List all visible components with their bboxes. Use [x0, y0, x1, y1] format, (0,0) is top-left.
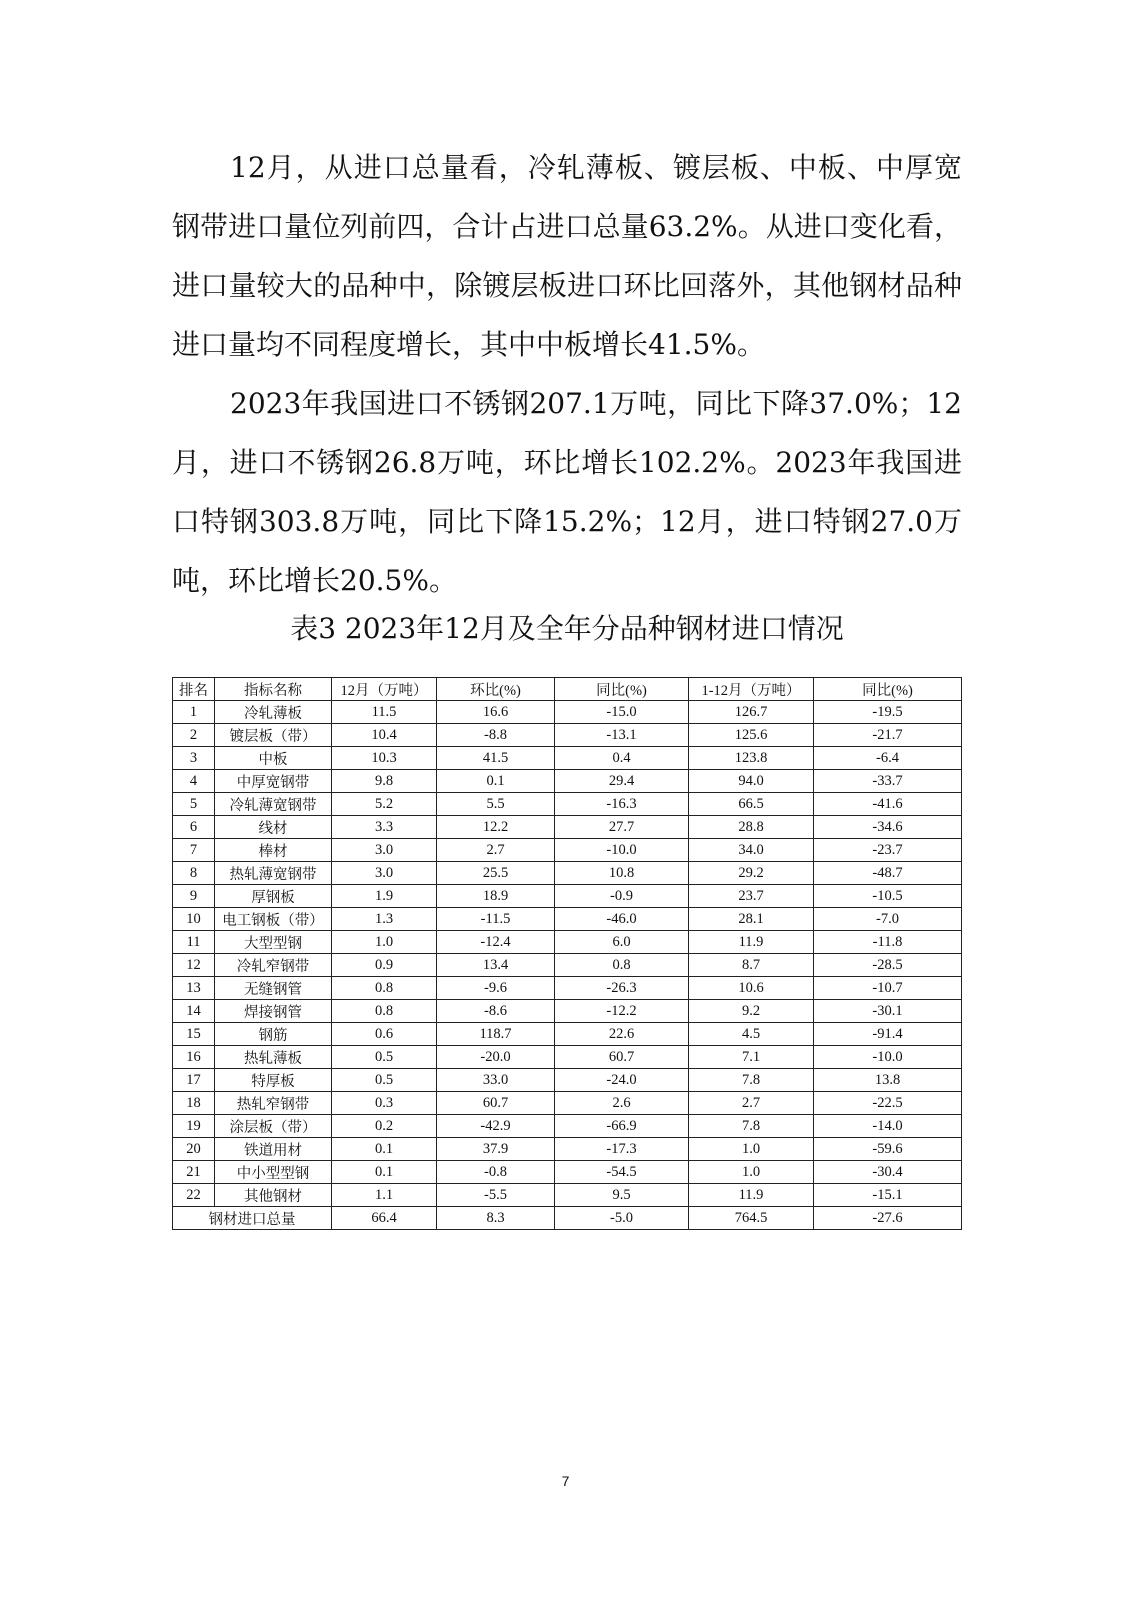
cell-yoy-change: 60.7	[555, 1046, 689, 1069]
cell-yoy-change: 29.4	[555, 770, 689, 793]
cell-annual-volume: 9.2	[689, 1000, 814, 1023]
cell-annual-volume: 2.7	[689, 1092, 814, 1115]
cell-rank: 13	[173, 977, 215, 1000]
table-row	[173, 1115, 962, 1138]
cell-rank: 11	[173, 931, 215, 954]
cell-mom-change: -11.5	[437, 908, 555, 931]
cell-annual-volume: 66.5	[689, 793, 814, 816]
cell-rank: 18	[173, 1092, 215, 1115]
cell-rank: 9	[173, 885, 215, 908]
table-title: 表3 2023年12月及全年分品种钢材进口情况	[290, 612, 844, 645]
cell-december-volume: 1.0	[332, 931, 437, 954]
cell-yoy-change: -16.3	[555, 793, 689, 816]
cell-annual-yoy-change: -10.5	[814, 885, 962, 908]
header-annual-volume: 1-12月（万吨）	[689, 678, 814, 701]
table-row	[173, 1092, 962, 1115]
cell-item-name: 镀层板（带）	[215, 724, 332, 747]
body-text	[172, 138, 962, 610]
cell-annual-yoy-change: -10.0	[814, 1046, 962, 1069]
cell-december-volume: 1.3	[332, 908, 437, 931]
total-cell-annual-volume: 764.5	[689, 1207, 814, 1230]
cell-december-volume: 1.1	[332, 1184, 437, 1207]
cell-yoy-change: 6.0	[555, 931, 689, 954]
cell-annual-volume: 1.0	[689, 1161, 814, 1184]
cell-yoy-change: -15.0	[555, 701, 689, 724]
total-cell-december-volume: 66.4	[332, 1207, 437, 1230]
cell-rank: 2	[173, 724, 215, 747]
header-yoy-change: 同比(%)	[555, 678, 689, 701]
cell-item-name: 其他钢材	[215, 1184, 332, 1207]
cell-mom-change: -42.9	[437, 1115, 555, 1138]
cell-december-volume: 0.5	[332, 1069, 437, 1092]
cell-mom-change: 33.0	[437, 1069, 555, 1092]
cell-annual-yoy-change: 13.8	[814, 1069, 962, 1092]
cell-mom-change: 0.1	[437, 770, 555, 793]
cell-annual-volume: 23.7	[689, 885, 814, 908]
cell-annual-volume: 7.8	[689, 1069, 814, 1092]
cell-mom-change: -12.4	[437, 931, 555, 954]
cell-december-volume: 0.6	[332, 1023, 437, 1046]
cell-mom-change: -0.8	[437, 1161, 555, 1184]
cell-annual-volume: 125.6	[689, 724, 814, 747]
cell-rank: 6	[173, 816, 215, 839]
steel-import-table	[172, 677, 962, 1230]
table-row	[173, 1161, 962, 1184]
cell-item-name: 热轧薄宽钢带	[215, 862, 332, 885]
cell-item-name: 中板	[215, 747, 332, 770]
cell-december-volume: 10.3	[332, 747, 437, 770]
cell-yoy-change: -13.1	[555, 724, 689, 747]
cell-item-name: 热轧薄板	[215, 1046, 332, 1069]
cell-december-volume: 0.5	[332, 1046, 437, 1069]
cell-december-volume: 3.3	[332, 816, 437, 839]
table-row	[173, 724, 962, 747]
table-row	[173, 793, 962, 816]
table-row	[173, 1023, 962, 1046]
cell-rank: 22	[173, 1184, 215, 1207]
cell-mom-change: 13.4	[437, 954, 555, 977]
cell-december-volume: 1.9	[332, 885, 437, 908]
cell-december-volume: 5.2	[332, 793, 437, 816]
cell-annual-yoy-change: -30.1	[814, 1000, 962, 1023]
cell-annual-yoy-change: -23.7	[814, 839, 962, 862]
cell-mom-change: -20.0	[437, 1046, 555, 1069]
table-row	[173, 931, 962, 954]
cell-annual-volume: 10.6	[689, 977, 814, 1000]
cell-item-name: 线材	[215, 816, 332, 839]
header-rank: 排名	[173, 678, 215, 701]
cell-annual-volume: 7.8	[689, 1115, 814, 1138]
cell-item-name: 钢筋	[215, 1023, 332, 1046]
cell-mom-change: 60.7	[437, 1092, 555, 1115]
cell-yoy-change: -10.0	[555, 839, 689, 862]
cell-item-name: 中小型型钢	[215, 1161, 332, 1184]
cell-annual-volume: 34.0	[689, 839, 814, 862]
cell-annual-yoy-change: -33.7	[814, 770, 962, 793]
cell-yoy-change: 27.7	[555, 816, 689, 839]
cell-annual-volume: 11.9	[689, 931, 814, 954]
cell-yoy-change: -0.9	[555, 885, 689, 908]
table-row	[173, 1069, 962, 1092]
cell-yoy-change: 22.6	[555, 1023, 689, 1046]
cell-yoy-change: -54.5	[555, 1161, 689, 1184]
cell-annual-yoy-change: -11.8	[814, 931, 962, 954]
cell-mom-change: 18.9	[437, 885, 555, 908]
cell-annual-yoy-change: -28.5	[814, 954, 962, 977]
cell-annual-volume: 28.8	[689, 816, 814, 839]
total-cell-item-name: 钢材进口总量	[173, 1207, 332, 1230]
cell-rank: 17	[173, 1069, 215, 1092]
cell-annual-yoy-change: -48.7	[814, 862, 962, 885]
cell-yoy-change: -26.3	[555, 977, 689, 1000]
cell-annual-yoy-change: -15.1	[814, 1184, 962, 1207]
cell-item-name: 热轧窄钢带	[215, 1092, 332, 1115]
cell-rank: 14	[173, 1000, 215, 1023]
total-cell-annual-yoy-change: -27.6	[814, 1207, 962, 1230]
cell-annual-volume: 29.2	[689, 862, 814, 885]
table-row	[173, 839, 962, 862]
cell-rank: 20	[173, 1138, 215, 1161]
cell-december-volume: 3.0	[332, 862, 437, 885]
table-row	[173, 1184, 962, 1207]
total-cell-mom-change: 8.3	[437, 1207, 555, 1230]
cell-yoy-change: 0.4	[555, 747, 689, 770]
cell-december-volume: 11.5	[332, 701, 437, 724]
cell-annual-yoy-change: -41.6	[814, 793, 962, 816]
cell-december-volume: 0.3	[332, 1092, 437, 1115]
cell-yoy-change: 9.5	[555, 1184, 689, 1207]
cell-annual-yoy-change: -19.5	[814, 701, 962, 724]
cell-item-name: 铁道用材	[215, 1138, 332, 1161]
cell-yoy-change: 2.6	[555, 1092, 689, 1115]
cell-mom-change: 2.7	[437, 839, 555, 862]
cell-annual-volume: 123.8	[689, 747, 814, 770]
table-header-row	[173, 678, 962, 701]
table-row	[173, 885, 962, 908]
table-total-row	[173, 1207, 962, 1230]
cell-rank: 19	[173, 1115, 215, 1138]
cell-mom-change: -5.5	[437, 1184, 555, 1207]
cell-december-volume: 3.0	[332, 839, 437, 862]
cell-item-name: 冷轧薄宽钢带	[215, 793, 332, 816]
total-cell-yoy-change: -5.0	[555, 1207, 689, 1230]
cell-annual-yoy-change: -21.7	[814, 724, 962, 747]
cell-mom-change: 37.9	[437, 1138, 555, 1161]
cell-rank: 7	[173, 839, 215, 862]
cell-mom-change: 12.2	[437, 816, 555, 839]
cell-rank: 5	[173, 793, 215, 816]
cell-december-volume: 0.9	[332, 954, 437, 977]
cell-item-name: 冷轧薄板	[215, 701, 332, 724]
cell-yoy-change: 0.8	[555, 954, 689, 977]
header-item-name: 指标名称	[215, 678, 332, 701]
cell-yoy-change: -66.9	[555, 1115, 689, 1138]
cell-december-volume: 9.8	[332, 770, 437, 793]
cell-mom-change: 118.7	[437, 1023, 555, 1046]
cell-item-name: 涂层板（带）	[215, 1115, 332, 1138]
table-row	[173, 977, 962, 1000]
cell-mom-change: 25.5	[437, 862, 555, 885]
cell-item-name: 中厚宽钢带	[215, 770, 332, 793]
cell-yoy-change: -12.2	[555, 1000, 689, 1023]
cell-annual-yoy-change: -30.4	[814, 1161, 962, 1184]
cell-annual-volume: 1.0	[689, 1138, 814, 1161]
cell-rank: 4	[173, 770, 215, 793]
cell-item-name: 电工钢板（带）	[215, 908, 332, 931]
cell-mom-change: -8.6	[437, 1000, 555, 1023]
cell-item-name: 特厚板	[215, 1069, 332, 1092]
cell-item-name: 焊接钢管	[215, 1000, 332, 1023]
cell-annual-volume: 7.1	[689, 1046, 814, 1069]
cell-item-name: 厚钢板	[215, 885, 332, 908]
table-row	[173, 1000, 962, 1023]
header-mom-change: 环比(%)	[437, 678, 555, 701]
cell-annual-volume: 11.9	[689, 1184, 814, 1207]
cell-annual-yoy-change: -59.6	[814, 1138, 962, 1161]
header-december-volume: 12月（万吨）	[332, 678, 437, 701]
table-row	[173, 770, 962, 793]
cell-rank: 8	[173, 862, 215, 885]
cell-december-volume: 0.1	[332, 1138, 437, 1161]
cell-rank: 10	[173, 908, 215, 931]
cell-annual-yoy-change: -22.5	[814, 1092, 962, 1115]
cell-item-name: 无缝钢管	[215, 977, 332, 1000]
cell-item-name: 棒材	[215, 839, 332, 862]
cell-annual-yoy-change: -34.6	[814, 816, 962, 839]
cell-annual-volume: 28.1	[689, 908, 814, 931]
paragraph-import-overview: 12月，从进口总量看，冷轧薄板、镀层板、中板、中厚宽钢带进口量位列前四，合计占进口总量63.2%。从进口变化看，进口量较大的品种中，除镀层板进口环比回落外，其他钢材品种进口量均不同程度增长，其中中板增长41.5%。	[172, 151, 962, 361]
cell-mom-change: 16.6	[437, 701, 555, 724]
table-row	[173, 1138, 962, 1161]
cell-mom-change: 41.5	[437, 747, 555, 770]
cell-yoy-change: 10.8	[555, 862, 689, 885]
table-row	[173, 908, 962, 931]
cell-yoy-change: -24.0	[555, 1069, 689, 1092]
cell-annual-yoy-change: -14.0	[814, 1115, 962, 1138]
cell-rank: 1	[173, 701, 215, 724]
cell-annual-volume: 126.7	[689, 701, 814, 724]
cell-rank: 15	[173, 1023, 215, 1046]
cell-annual-volume: 4.5	[689, 1023, 814, 1046]
cell-mom-change: -8.8	[437, 724, 555, 747]
cell-annual-yoy-change: -7.0	[814, 908, 962, 931]
cell-annual-yoy-change: -6.4	[814, 747, 962, 770]
cell-item-name: 大型型钢	[215, 931, 332, 954]
cell-annual-volume: 94.0	[689, 770, 814, 793]
cell-mom-change: -9.6	[437, 977, 555, 1000]
cell-rank: 16	[173, 1046, 215, 1069]
cell-annual-yoy-change: -10.7	[814, 977, 962, 1000]
cell-december-volume: 0.2	[332, 1115, 437, 1138]
cell-annual-volume: 8.7	[689, 954, 814, 977]
cell-rank: 12	[173, 954, 215, 977]
table-row	[173, 862, 962, 885]
cell-rank: 21	[173, 1161, 215, 1184]
cell-mom-change: 5.5	[437, 793, 555, 816]
cell-annual-yoy-change: -91.4	[814, 1023, 962, 1046]
cell-december-volume: 0.1	[332, 1161, 437, 1184]
cell-yoy-change: -17.3	[555, 1138, 689, 1161]
table-row	[173, 954, 962, 977]
cell-item-name: 冷轧窄钢带	[215, 954, 332, 977]
table-row	[173, 701, 962, 724]
paragraph-stainless-special-steel: 2023年我国进口不锈钢207.1万吨，同比下降37.0%；12月，进口不锈钢26.8万吨，环比增长102.2%。2023年我国进口特钢303.8万吨，同比下降15.2%；12月，进口特钢27.0万吨，环比增长20.5%。	[172, 387, 962, 597]
table-row	[173, 816, 962, 839]
table-row	[173, 1046, 962, 1069]
page-number: 7	[561, 1473, 570, 1489]
header-annual-yoy-change: 同比(%)	[814, 678, 962, 701]
cell-december-volume: 10.4	[332, 724, 437, 747]
cell-december-volume: 0.8	[332, 977, 437, 1000]
cell-december-volume: 0.8	[332, 1000, 437, 1023]
table-row	[173, 747, 962, 770]
cell-yoy-change: -46.0	[555, 908, 689, 931]
cell-rank: 3	[173, 747, 215, 770]
